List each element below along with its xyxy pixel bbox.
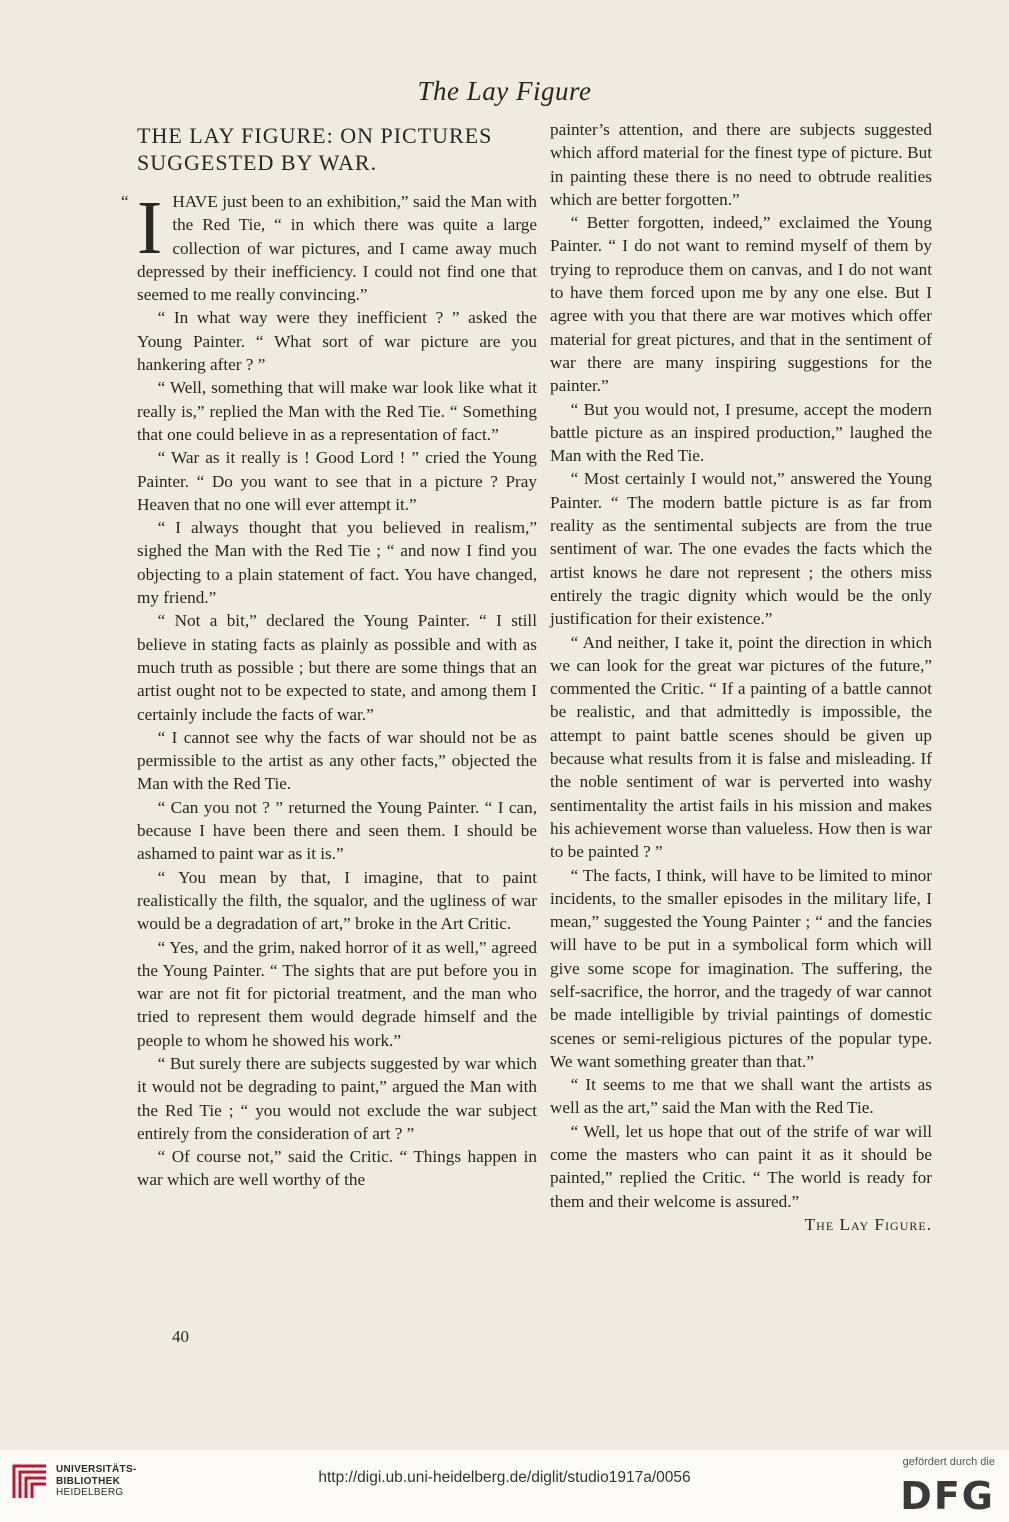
paragraph: “ I cannot see why the facts of war should not be as permissible to the artist as any other facts,” objected the Man with the Red Tie. bbox=[137, 727, 537, 794]
author-signature: The Lay Figure. bbox=[804, 1214, 932, 1234]
dfg-logo[interactable]: DFG bbox=[900, 1474, 995, 1518]
paragraph: “ Can you not ? ” returned the Young Painter. “ I can, because I have been there and seen them. I should be ashamed to paint war as it is.” bbox=[137, 797, 537, 864]
opening-quote: “ bbox=[121, 192, 129, 211]
paragraph: “ But surely there are subjects suggested by war which it would not be degrading to paint,” argued the Man with the Red Tie ; “ you would not exclude the war subject entirely from the consideration of art ? ” bbox=[137, 1053, 537, 1143]
paragraph: “ Well, let us hope that out of the strife of war will come the masters who can paint it as it should be painted,” replied the Critic. “ The world is ready for them and their welcome is assured.” bbox=[550, 1121, 932, 1211]
paragraph: “ Most certainly I would not,” answered the Young Painter. “ The modern battle picture is as far from reality as the sentimental subjects are from the true sentiment of war. The one evades the facts which the artist knows he dare not represent ; the others miss entirely the tragic dignity which would be the only justification for their existence.” bbox=[550, 469, 932, 629]
paragraph: “ I always thought that you believed in realism,” sighed the Man with the Red Tie ; “ and now I find you objecting to a plain statement of fact. You have changed, my friend.” bbox=[137, 518, 537, 608]
paragraph: “ But you would not, I presume, accept the modern battle picture as an inspired production,” laughed the Man with the Red Tie. bbox=[550, 399, 932, 466]
paragraph: “ It seems to me that we shall want the artists as well as the art,” said the Man with the Red Tie. bbox=[550, 1075, 932, 1118]
paragraph: “ Better forgotten, indeed,” exclaimed the Young Painter. “ I do not want to remind myself of them by trying to reproduce them on canvas, and I do not want to have them forced upon me by any one else. But I agree with you that there are war motives which offer material for great pictures, and that in the sentiment of war there are many inspiring suggestions for the painter.” bbox=[550, 213, 932, 396]
library-name-line: BIBLIOTHEK bbox=[56, 1475, 121, 1487]
page-number: 40 bbox=[172, 1327, 189, 1346]
funded-by-label: gefördert durch die bbox=[902, 1456, 995, 1468]
paragraph: “ The facts, I think, will have to be limited to minor incidents, to the smaller episodes in the military life, I mean,” suggested the Young Painter ; “ and the fancies will have to be put in a symbolical form which will give some scope for imagination. The suffering, the self-sacrifice, the horror, and the tragedy of war cannot be made intelligible by trivial paintings of domestic scenes or semi-religious pictures of the popular type. We want something greater than that.” bbox=[550, 865, 932, 1071]
right-column bbox=[550, 118, 932, 1236]
paragraph: painter’s attention, and there are subjects suggested which afford material for the finest type of picture. But in painting these there is no need to obtrude realities which are better forgotten.” bbox=[550, 120, 932, 209]
article-title: THE LAY FIGURE: ON PICTURES SUGGESTED BY WAR. bbox=[137, 123, 493, 175]
drop-cap bbox=[121, 186, 163, 270]
drop-cap-letter: I bbox=[137, 186, 163, 270]
paragraph: “ Yes, and the grim, naked horror of it as well,” agreed the Young Painter. “ The sights that are put before you in war are not fit for pictorial treatment, and the man who tried to represent them would degrade himself and the people to whom he showed his work.” bbox=[137, 937, 537, 1050]
running-head: The Lay Figure bbox=[417, 76, 592, 106]
paragraph: “ You mean by that, I imagine, that to paint realistically the filth, the squalor, and the ugliness of war would be a degradation of art,” broke in the Art Critic. bbox=[137, 867, 537, 934]
library-name-line: UNIVERSITÄTS- bbox=[56, 1464, 137, 1475]
paragraph: “ Well, something that will make war look like what it really is,” replied the Man with the Red Tie. “ Something that one could believe in as a representation of fact.” bbox=[137, 378, 537, 444]
library-name-line: HEIDELBERG bbox=[56, 1487, 124, 1498]
viewer-footer bbox=[0, 1450, 1009, 1522]
paragraph: “ In what way were they inefficient ? ” asked the Young Painter. “ What sort of war picture are you hankering after ? ” bbox=[137, 308, 537, 375]
paragraph-text: HAVE just been to an exhibition,” said the Man with the Red Tie, “ in which there was quite a large collection of war pictures, and I came away much depressed by their inefficiency. I could not find one that seemed to me really convincing.” bbox=[137, 192, 537, 305]
left-column bbox=[121, 122, 537, 1192]
paragraph: “ And neither, I take it, point the direction in which we can look for the great war pictures of the future,” commented the Critic. “ If a painting of a battle cannot be realistic, and that admittedly is impossible, the attempt to paint battle scenes should be given up because what results from it is false and misleading. If the noble sentiment of war is perverted into washy sentimentality the artist fails in his mission and makes his achievement worse than valueless. How then is war to be painted ? ” bbox=[550, 632, 932, 862]
paragraph: “ Not a bit,” declared the Young Painter. “ I still believe in stating facts as plainly as possible and with as much truth as possible ; but there are some things that an artist ought not to be expected to state, and among them I certainly include the facts of war.” bbox=[137, 611, 537, 724]
paragraph: “ Of course not,” said the Critic. “ Things happen in war which are well worthy of the bbox=[137, 1147, 537, 1190]
paragraph bbox=[121, 186, 537, 306]
paragraph: “ War as it really is ! Good Lord ! ” cried the Young Painter. “ Do you want to see that in a picture ? Pray Heaven that no one will ever attempt it.” bbox=[137, 448, 537, 514]
permalink-url[interactable]: http://digi.ub.uni-heidelberg.de/diglit/studio1917a/0056 bbox=[318, 1469, 691, 1486]
